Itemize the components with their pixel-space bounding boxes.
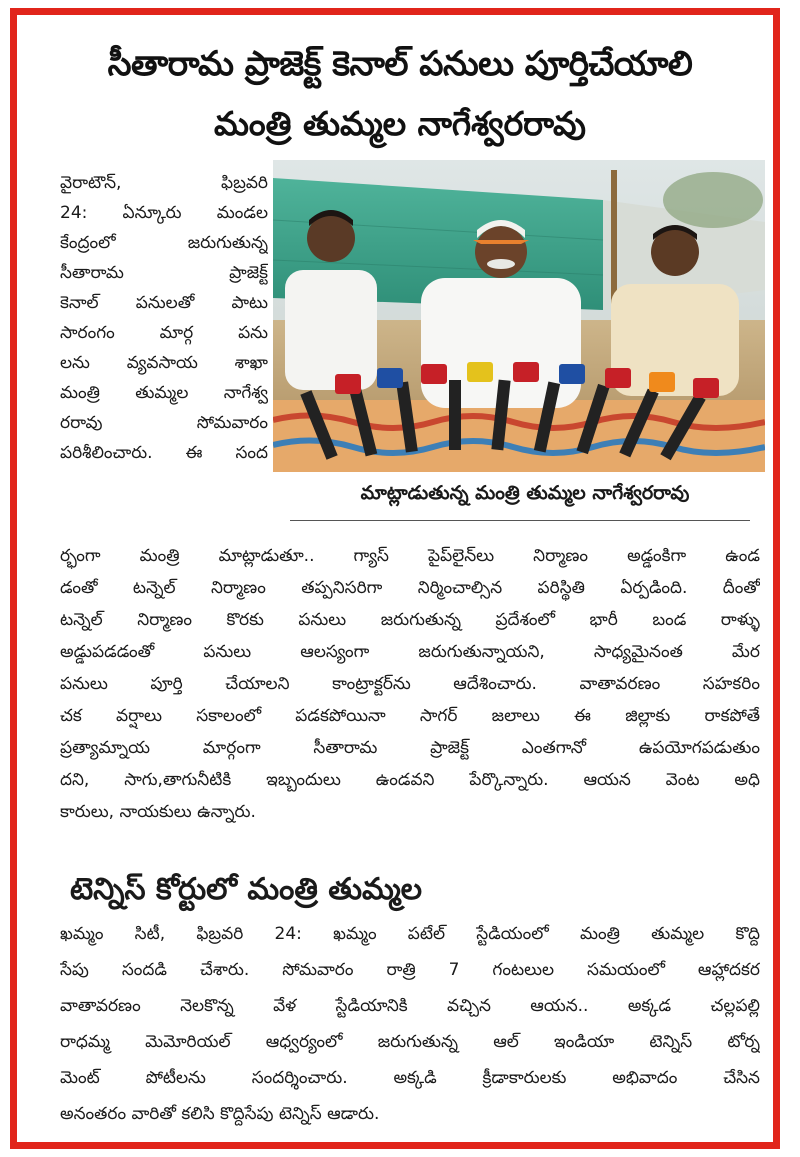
body-line: కెనాల్ పనులతో పాటు [60,293,268,313]
body-line: కేంద్రంలో జరుగుతున్న [60,233,268,253]
story2-column [60,916,760,1132]
caption-divider [290,520,750,521]
body-line: పనులు పూర్తి చేయాలని కాంట్రాక్టర్‌ను ఆదేశించారు. వాతావరణం సహకరిం [60,674,760,694]
story1-full-column [60,540,760,828]
body-line: సీతారామ ప్రాజెక్ట్ [60,263,268,283]
body-line: సారంగం మార్గ పను [60,323,268,343]
article-headline: సీతారామ ప్రాజెక్ట్ కెనాల్ పనులు పూర్తిచేయాలి [107,44,693,84]
body-line: కారులు, నాయకులు ఉన్నారు. [60,802,256,822]
story2-headline: టెన్నిస్ కోర్టులో మంత్రి తుమ్మల [70,872,423,907]
body-line: రరావు సోమవారం [60,413,268,433]
body-line: ర్భంగా మంత్రి మాట్లాడుతూ.. గ్యాస్ పైప్‌లైన్‌లు నిర్మాణం అడ్డంకిగా ఉండ [60,546,760,566]
body-line: అడ్డుపడడంతో పనులు ఆలస్యంగా జరుగుతున్నాయని, సాధ్యమైనంత మేర [60,642,760,662]
body-line: మంత్రి తుమ్మల నాగేశ్వ [60,383,268,403]
body-line: దని, సాగు,తాగునీటికి ఇబ్బందులు ఉండవని పేర్కొన్నారు. ఆయన వెంట అధి [60,770,760,790]
body-line: డంతో టన్నెల్ నిర్మాణం తప్పనిసరిగా నిర్మించాల్సిన పరిస్థితి ఏర్పడింది. దీంతో [60,578,760,598]
body-line: టన్నెల్ నిర్మాణం కొరకు పనులు జరుగుతున్న ప్రదేశంలో భారీ బండ రాళ్ళు [60,610,760,630]
body-line: మెంట్ పోటీలను సందర్శించారు. అక్కడి క్రీడాకారులకు అభివాదం చేసిన [60,1068,760,1088]
press-conference-photo [273,160,765,472]
body-line: రాధమ్మ మెమోరియల్ ఆధ్వర్యంలో జరుగుతున్న ఆల్ ఇండియా టెన్నిస్ టోర్న [60,1032,760,1052]
body-line: సేపు సందడి చేశారు. సోమవారం రాత్రి 7 గంటలుల సమయంలో ఆహ్లాదకర [60,960,760,980]
body-line: 24: ఏన్కూరు మండల [60,203,268,223]
body-line: పరిశీలించారు. ఈ సంద [60,443,268,463]
story1-left-column [60,168,268,468]
body-line: వైరాటౌన్, ఫిబ్రవరి [60,173,268,193]
photo-caption: మాట్లాడుతున్న మంత్రి తుమ్మల నాగేశ్వరరావు [360,482,690,504]
body-line: చక వర్షాలు సకాలంలో పడకపోయినా సాగర్ జలాలు ఈ జిల్లాకు రాకపోతే [60,706,760,726]
body-line: వాతావరణం నెలకొన్న వేళ స్టేడియానికి వచ్చిన ఆయన.. అక్కడ చల్లపల్లి [60,996,760,1016]
body-line: ఖమ్మం సిటీ, ఫిబ్రవరి 24: ఖమ్మం పటేల్ స్టేడియంలో మంత్రి తుమ్మల కొద్ది [60,924,760,944]
body-line: అనంతరం వారితో కలిసి కొద్దిసేపు టెన్నిస్ ఆడారు. [60,1104,380,1124]
body-line: లను వ్యవసాయ శాఖా [60,353,268,373]
article-subheadline: మంత్రి తుమ్మల నాగేశ్వరరావు [214,104,586,143]
body-line: ప్రత్యామ్నాయ మార్గంగా సీతారామ ప్రాజెక్ట్ ఎంతగానో ఉపయోగపడుతుం [60,738,760,758]
